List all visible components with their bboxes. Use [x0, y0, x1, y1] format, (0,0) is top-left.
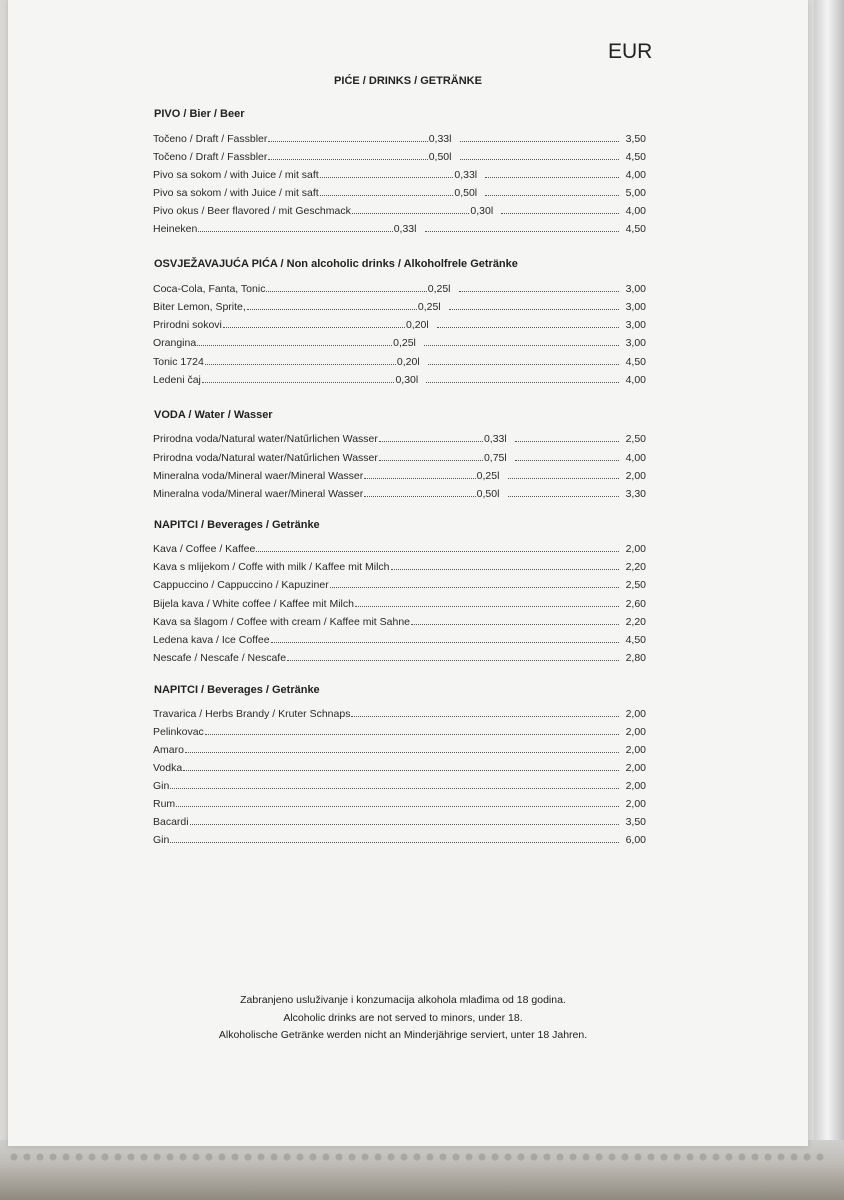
item-name: Tonic 1724 — [153, 356, 204, 368]
item-name: Travarica / Herbs Brandy / Kruter Schnaps — [153, 708, 351, 720]
menu-row — [153, 129, 646, 145]
item-name: Kava / Coffee / Kaffee — [153, 543, 256, 555]
item-name: Kava s mlijekom / Coffe with milk / Kaffee mit Milch — [153, 561, 390, 573]
menu-row — [153, 794, 646, 810]
section-title-water: VODA / Water / Wasser — [154, 409, 273, 421]
notice-line-german: Alkoholische Getränke werden nicht an Minderjährige serviert, unter 18 Jahren. — [218, 1029, 588, 1041]
item-name: Prirodna voda/Natural water/Natűrlichen Wasser — [153, 452, 378, 464]
item-name: Biter Lemon, Sprite, — [153, 301, 246, 313]
menu-row — [153, 201, 646, 217]
menu-row — [153, 776, 646, 792]
item-price: 4,50 — [625, 356, 647, 368]
item-name: Točeno / Draft / Fassbler — [153, 151, 268, 163]
item-price: 4,00 — [625, 374, 646, 386]
item-name: Nescafe / Nescafe / Nescafe — [153, 652, 287, 664]
menu-row — [153, 575, 646, 591]
item-name: Vodka — [153, 762, 183, 774]
item-name: Bacardi — [153, 816, 189, 828]
section-title-coffee: NAPITCI / Beverages / Getränke — [154, 519, 320, 531]
item-price: 4,50 — [625, 223, 646, 235]
item-volume: 0,30l — [470, 205, 494, 217]
menu-row — [153, 219, 646, 235]
menu-row — [153, 722, 646, 738]
menu-row — [153, 370, 646, 386]
menu-row — [153, 429, 646, 445]
menu-row — [153, 333, 646, 349]
item-price: 3,00 — [625, 301, 647, 313]
sleeve-punch-holes — [8, 1150, 828, 1164]
item-name: Gin — [153, 834, 170, 846]
menu-row — [153, 448, 646, 464]
item-name: Coca-Cola, Fanta, Tonic — [153, 283, 266, 295]
item-price: 4,00 — [625, 169, 646, 181]
item-volume: 0,33l — [483, 433, 507, 445]
item-price: 4,50 — [625, 634, 646, 646]
item-volume: 0,25l — [417, 301, 441, 313]
item-price: 3,30 — [625, 488, 646, 500]
item-price: 4,00 — [625, 452, 646, 464]
menu-row — [153, 704, 646, 720]
item-price: 3,50 — [625, 816, 646, 828]
item-volume: 0,25l — [427, 283, 451, 295]
menu-row — [153, 183, 646, 199]
menu-row — [153, 279, 646, 295]
item-name: Prirodni sokovi — [153, 319, 222, 331]
item-volume: 0,50l — [476, 488, 500, 500]
item-volume: 0,50l — [428, 151, 452, 163]
currency-label: EUR — [608, 40, 653, 63]
menu-row — [153, 740, 646, 756]
section-title-soft-drinks: OSVJEŽAVAJUĆA PIĆA / Non alcoholic drinks / Alkoholfrele Getränke — [154, 258, 518, 270]
item-volume: 0,75l — [483, 452, 507, 464]
item-price: 2,00 — [625, 744, 646, 756]
item-name: Heineken — [153, 223, 198, 235]
item-price: 2,00 — [625, 762, 646, 774]
item-volume: 0,33l — [393, 223, 417, 235]
item-volume: 0,33l — [428, 133, 452, 145]
item-name: Pelinkovac — [153, 726, 204, 738]
menu-row — [153, 830, 646, 846]
item-name: Mineralna voda/Mineral waer/Mineral Wasser — [153, 470, 364, 482]
item-name: Pivo okus / Beer flavored / mit Geschmack — [153, 205, 351, 217]
item-price: 3,00 — [625, 337, 647, 349]
item-price: 4,50 — [625, 151, 647, 163]
item-name: Ledena kava / Ice Coffee — [153, 634, 270, 646]
item-price: 2,00 — [625, 543, 646, 555]
item-name: Amaro — [153, 744, 184, 756]
menu-row — [153, 466, 646, 482]
menu-row — [153, 539, 646, 555]
item-price: 2,20 — [625, 616, 646, 628]
table-surface — [0, 1140, 844, 1200]
section-title-beer: PIVO / Bier / Beer — [154, 108, 245, 120]
item-name: Točeno / Draft / Fassbler — [153, 133, 268, 145]
item-name: Orangina — [153, 337, 197, 349]
item-price: 2,60 — [625, 598, 646, 610]
section-title-spirits: NAPITCI / Beverages / Getränke — [154, 684, 320, 696]
menu-row — [153, 147, 646, 163]
item-volume: 0,30l — [395, 374, 419, 386]
notice-line-english: Alcoholic drinks are not served to minors, under 18. — [283, 1011, 523, 1024]
item-price: 6,00 — [625, 834, 646, 846]
item-price: 2,00 — [625, 780, 646, 792]
item-name: Pivo sa sokom / with Juice / mit saft — [153, 187, 319, 199]
item-name: Bijela kava / White coffee / Kaffee mit Milch — [153, 598, 354, 610]
item-volume: 0,20l — [405, 319, 429, 331]
item-name: Ledeni čaj — [153, 374, 201, 386]
item-name: Cappuccino / Cappuccino / Kapuziner — [153, 579, 329, 591]
menu-row — [153, 594, 646, 610]
item-volume: 0,50l — [454, 187, 478, 199]
sleeve-edge — [814, 0, 844, 1150]
menu-row — [153, 812, 646, 828]
item-price: 5,00 — [625, 187, 646, 199]
item-name: Kava sa šlagom / Coffee with cream / Kaffee mit Sahne — [153, 616, 410, 628]
item-price: 4,00 — [625, 205, 647, 217]
item-volume: 0,25l — [476, 470, 500, 482]
menu-row — [153, 612, 646, 628]
menu-row — [153, 630, 646, 646]
item-name: Rum — [153, 798, 176, 810]
item-price: 2,00 — [625, 708, 646, 720]
item-price: 2,20 — [625, 561, 646, 573]
item-volume: 0,25l — [393, 337, 416, 349]
item-price: 2,80 — [625, 652, 646, 664]
item-name: Mineralna voda/Mineral waer/Mineral Wasser — [153, 488, 364, 500]
item-name: Pivo sa sokom / with Juice / mit saft — [153, 169, 319, 181]
item-name: Prirodna voda/Natural water/Natűrlichen Wasser — [153, 433, 378, 445]
item-price: 3,00 — [625, 319, 646, 331]
item-price: 2,50 — [625, 433, 646, 445]
menu-row — [153, 758, 646, 774]
menu-title: PIĆE / DRINKS / GETRÄNKE — [334, 75, 482, 87]
item-volume: 0,20l — [396, 356, 420, 368]
menu-row — [153, 315, 646, 331]
menu-row — [153, 297, 646, 313]
item-price: 2,50 — [625, 579, 646, 591]
item-price: 2,00 — [625, 798, 646, 810]
menu-row — [153, 648, 646, 664]
item-price: 2,00 — [625, 470, 646, 482]
alcohol-notice — [0, 992, 806, 1045]
menu-row — [153, 352, 646, 368]
item-name: Gin — [153, 780, 170, 792]
item-volume: 0,33l — [454, 169, 478, 181]
notice-line-croatian: Zabranjeno usluživanje i konzumacija alkohola mlađima od 18 godina. — [240, 994, 566, 1006]
menu-row — [153, 557, 646, 573]
menu-row — [153, 165, 646, 181]
menu-row — [153, 484, 646, 500]
item-price: 3,00 — [625, 283, 647, 295]
item-price: 2,00 — [625, 726, 646, 738]
item-price: 3,50 — [625, 133, 647, 145]
